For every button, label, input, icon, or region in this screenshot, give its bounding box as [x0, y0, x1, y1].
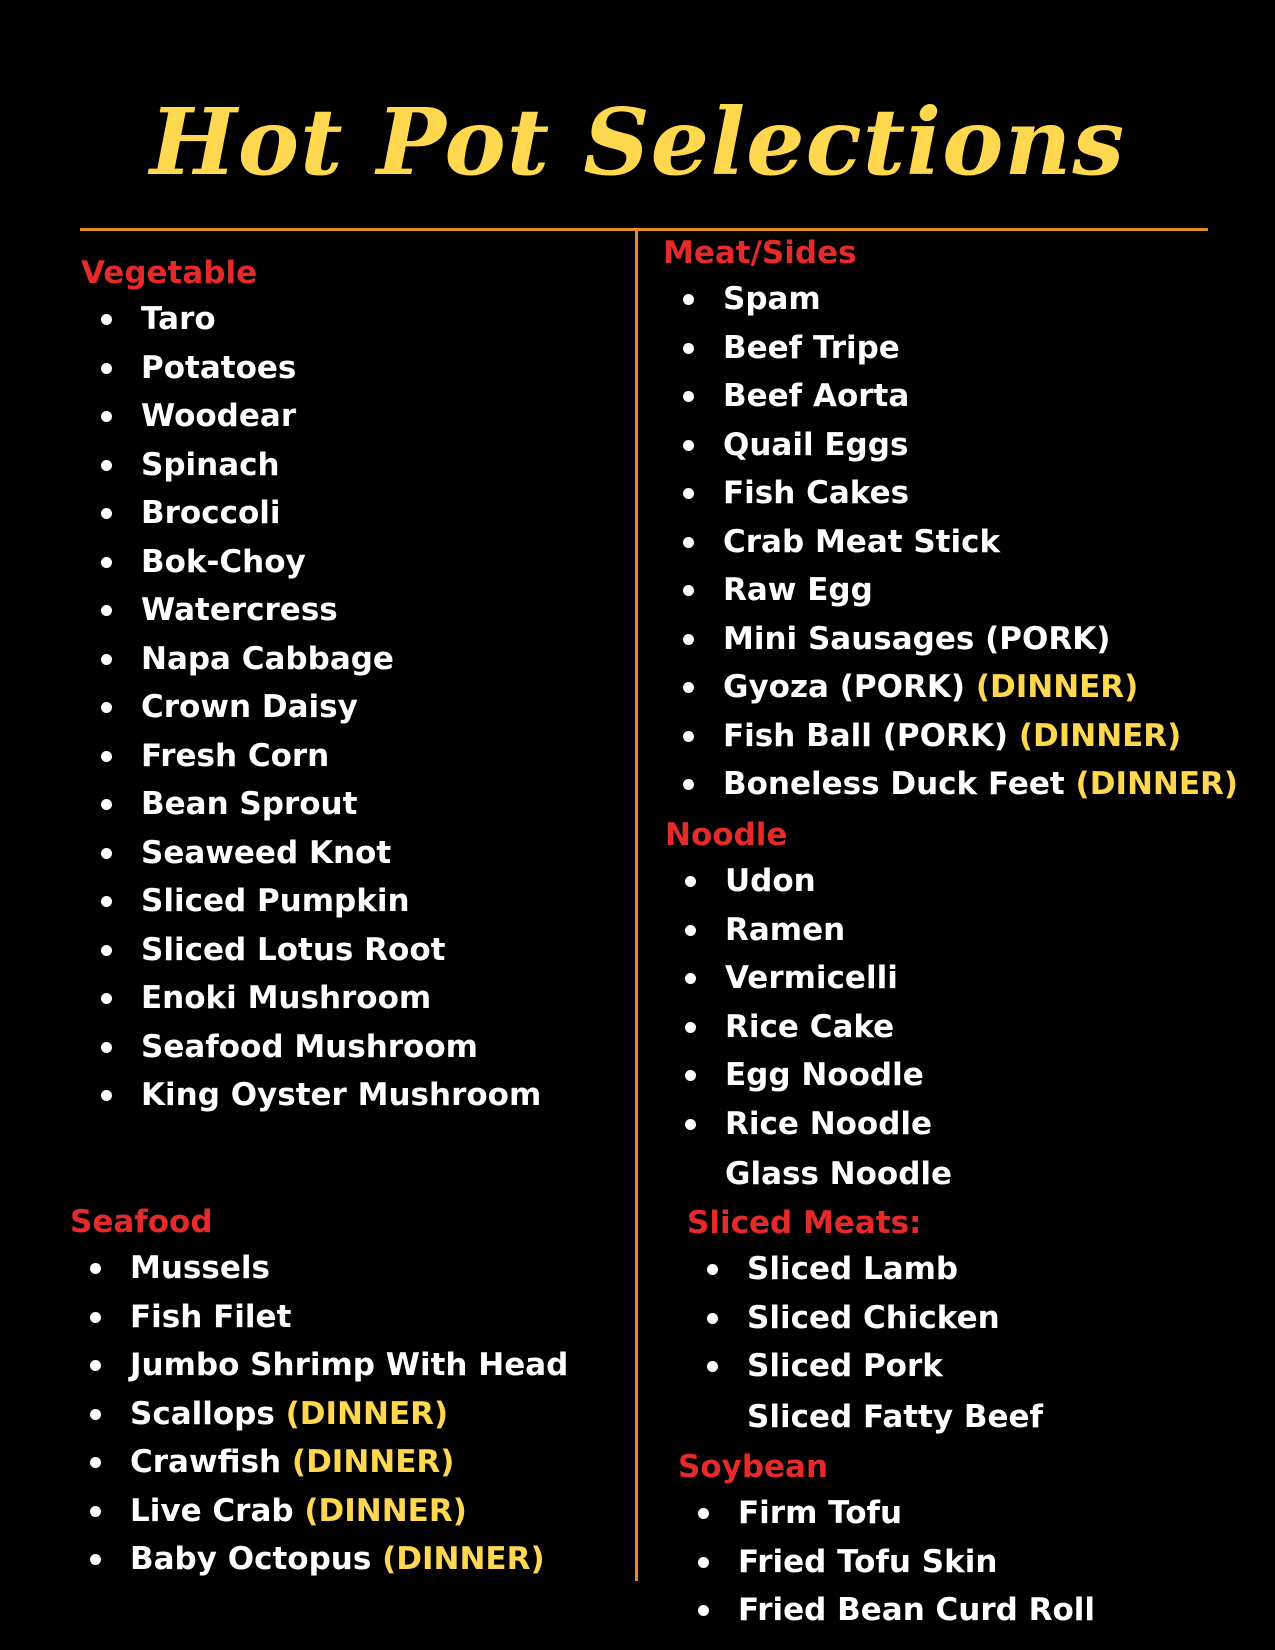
item-label: Crawfish [130, 1444, 282, 1480]
bullet-icon [683, 779, 694, 790]
item-label: Rice Noodle [725, 1105, 933, 1142]
item-label: Sliced Pork [747, 1348, 943, 1384]
bullet-icon [683, 585, 694, 596]
list-item [678, 1538, 1095, 1587]
item-label: Fried Tofu Skin [738, 1543, 998, 1580]
sliced-meats-heading: Sliced Meats: [687, 1205, 922, 1241]
bullet-icon [101, 460, 112, 471]
item-label: King Oyster Mushroom [141, 1077, 542, 1113]
bullet-icon [683, 537, 694, 548]
list-item [81, 780, 541, 829]
bullet-icon [698, 1605, 709, 1616]
bullet-icon [90, 1263, 101, 1274]
bullet-icon [101, 896, 112, 907]
item-label: Potatoes [141, 349, 297, 386]
list-item [665, 1150, 952, 1199]
sliced-meats-unbulleted: Sliced Fatty Beef [747, 1398, 1044, 1435]
item-label: Spam [723, 281, 821, 317]
noodle-list [665, 857, 952, 1148]
list-item [678, 1586, 1095, 1635]
dinner-tag: (DINNER) [291, 1444, 455, 1480]
bullet-icon [685, 973, 696, 984]
item-label: Sliced Lotus Root [141, 931, 446, 968]
list-item [687, 1245, 1043, 1294]
bullet-icon [683, 488, 694, 499]
bullet-icon [685, 1070, 696, 1081]
item-label: Woodear [141, 398, 297, 434]
bullet-icon [707, 1264, 718, 1275]
item-label: Quail Eggs [723, 426, 909, 463]
bullet-icon [707, 1313, 718, 1324]
list-item [81, 1023, 541, 1072]
item-label: Rice Cake [725, 1008, 895, 1045]
item-label: Boneless Duck Feet [723, 766, 1065, 802]
list-item [81, 344, 541, 393]
vegetable-heading: Vegetable [81, 255, 258, 291]
bullet-icon [90, 1360, 101, 1371]
item-label: Fish Cakes [723, 475, 910, 511]
item-label: Firm Tofu [738, 1495, 903, 1531]
bullet-icon [101, 1090, 112, 1101]
item-label: Fish Ball (PORK) [723, 717, 1009, 754]
list-item [663, 275, 1238, 324]
bullet-icon [90, 1312, 101, 1323]
item-label: Sliced Lamb [747, 1251, 959, 1287]
list-item [70, 1438, 568, 1487]
bullet-icon [683, 343, 694, 354]
item-label: Raw Egg [723, 572, 873, 608]
sliced-meats-list [687, 1245, 1043, 1391]
item-label: Seafood Mushroom [141, 1028, 478, 1065]
bullet-icon [685, 1022, 696, 1033]
dinner-tag: (DINNER) [285, 1395, 449, 1432]
item-label: Enoki Mushroom [141, 980, 432, 1016]
dinner-tag: (DINNER) [304, 1492, 467, 1529]
item-label: Live Crab [130, 1492, 294, 1529]
list-item [663, 566, 1238, 615]
list-item [70, 1244, 568, 1293]
item-label: Sliced Chicken [747, 1299, 1000, 1336]
list-item [663, 760, 1238, 809]
bullet-icon [101, 993, 112, 1004]
list-item [687, 1393, 1043, 1442]
list-item [81, 1071, 541, 1120]
item-label: Egg Noodle [725, 1057, 924, 1093]
bullet-icon [101, 654, 112, 665]
bullet-icon [101, 848, 112, 859]
item-label: Beef Aorta [723, 378, 910, 414]
bullet-icon [683, 391, 694, 402]
item-label: Bean Sprout [141, 786, 358, 822]
item-label: Crown Daisy [141, 689, 358, 725]
bullet-icon [101, 945, 112, 956]
list-item [663, 712, 1238, 761]
seafood-section [70, 1202, 568, 1584]
bullet-icon [101, 508, 112, 519]
list-item [70, 1390, 568, 1439]
item-label: Watercress [141, 592, 338, 628]
soybean-heading: Soybean [678, 1449, 829, 1485]
list-item [663, 372, 1238, 421]
vegetable-list [81, 295, 541, 1120]
list-item [81, 295, 541, 344]
list-item [81, 683, 541, 732]
page-title: Hot Pot Selections [149, 88, 1126, 196]
list-item [665, 954, 952, 1003]
dinner-tag: (DINNER) [1075, 766, 1239, 802]
item-label: Broccoli [141, 495, 281, 531]
list-item [687, 1294, 1043, 1343]
bullet-icon [101, 799, 112, 810]
column-divider [635, 231, 638, 1581]
list-item [70, 1487, 568, 1536]
list-item [81, 829, 541, 878]
list-item [81, 538, 541, 587]
item-label: Taro [141, 301, 216, 337]
vegetable-section [81, 253, 541, 1120]
list-item [663, 469, 1238, 518]
list-item [81, 974, 541, 1023]
soybean-section [678, 1447, 1095, 1635]
meat-sides-heading: Meat/Sides [663, 235, 857, 271]
bullet-icon [90, 1506, 101, 1517]
meat-sides-list [663, 275, 1238, 809]
item-label: Seaweed Knot [141, 834, 392, 871]
item-label: Fish Filet [130, 1298, 292, 1335]
soybean-list [678, 1489, 1095, 1635]
bullet-icon [90, 1409, 101, 1420]
list-item [665, 1003, 952, 1052]
list-item [70, 1293, 568, 1342]
list-item [81, 635, 541, 684]
title-divider [80, 228, 1208, 231]
bullet-icon [683, 440, 694, 451]
item-label: Sliced Pumpkin [141, 883, 410, 919]
noodle-heading: Noodle [665, 817, 788, 853]
list-item [663, 421, 1238, 470]
list-item [663, 518, 1238, 567]
list-item [678, 1489, 1095, 1538]
bullet-icon [101, 314, 112, 325]
bullet-icon [685, 925, 696, 936]
noodle-unbulleted: Glass Noodle [725, 1156, 953, 1192]
list-item [663, 663, 1238, 712]
list-item [81, 441, 541, 490]
item-label: Bok-Choy [141, 543, 306, 580]
bullet-icon [101, 557, 112, 568]
list-item [81, 392, 541, 441]
list-item [665, 1051, 952, 1100]
list-item [665, 857, 952, 906]
bullet-icon [101, 1042, 112, 1053]
sliced-meats-section [687, 1203, 1043, 1441]
list-item [687, 1342, 1043, 1391]
bullet-icon [683, 682, 694, 693]
item-label: Beef Tripe [723, 329, 900, 366]
noodle-section [665, 815, 952, 1199]
bullet-icon [90, 1457, 101, 1468]
item-label: Gyoza (PORK) [723, 669, 966, 705]
list-item [665, 906, 952, 955]
list-item [665, 1100, 952, 1149]
item-label: Udon [725, 863, 816, 899]
bullet-icon [698, 1508, 709, 1519]
item-label: Fried Bean Curd Roll [738, 1592, 1096, 1628]
item-label: Napa Cabbage [141, 640, 394, 677]
bullet-icon [101, 751, 112, 762]
bullet-icon [101, 363, 112, 374]
bullet-icon [683, 634, 694, 645]
list-item [81, 926, 541, 975]
item-label: Fresh Corn [141, 737, 330, 774]
dinner-tag: (DINNER) [382, 1541, 545, 1577]
list-item [70, 1535, 568, 1584]
list-item [81, 732, 541, 781]
meat-sides-section [663, 233, 1238, 809]
item-label: Spinach [141, 446, 280, 483]
bullet-icon [685, 876, 696, 887]
seafood-list [70, 1244, 568, 1584]
bullet-icon [101, 605, 112, 616]
bullet-icon [90, 1554, 101, 1565]
dinner-tag: (DINNER) [975, 669, 1139, 705]
item-label: Vermicelli [725, 960, 898, 996]
bullet-icon [683, 294, 694, 305]
item-label: Jumbo Shrimp With Head [130, 1347, 569, 1383]
bullet-icon [707, 1361, 718, 1372]
list-item [663, 324, 1238, 373]
list-item [663, 615, 1238, 664]
bullet-icon [683, 731, 694, 742]
item-label: Crab Meat Stick [723, 523, 1001, 560]
list-item [81, 877, 541, 926]
bullet-icon [101, 411, 112, 422]
dinner-tag: (DINNER) [1018, 717, 1182, 754]
seafood-heading: Seafood [70, 1204, 213, 1240]
item-label: Baby Octopus [130, 1541, 372, 1577]
bullet-icon [685, 1119, 696, 1130]
item-label: Ramen [725, 911, 846, 948]
item-label: Scallops [130, 1395, 275, 1432]
list-item [81, 586, 541, 635]
list-item [81, 489, 541, 538]
item-label: Mini Sausages (PORK) [723, 620, 1111, 657]
bullet-icon [698, 1557, 709, 1568]
bullet-icon [101, 702, 112, 713]
list-item [70, 1341, 568, 1390]
item-label: Mussels [130, 1250, 270, 1286]
